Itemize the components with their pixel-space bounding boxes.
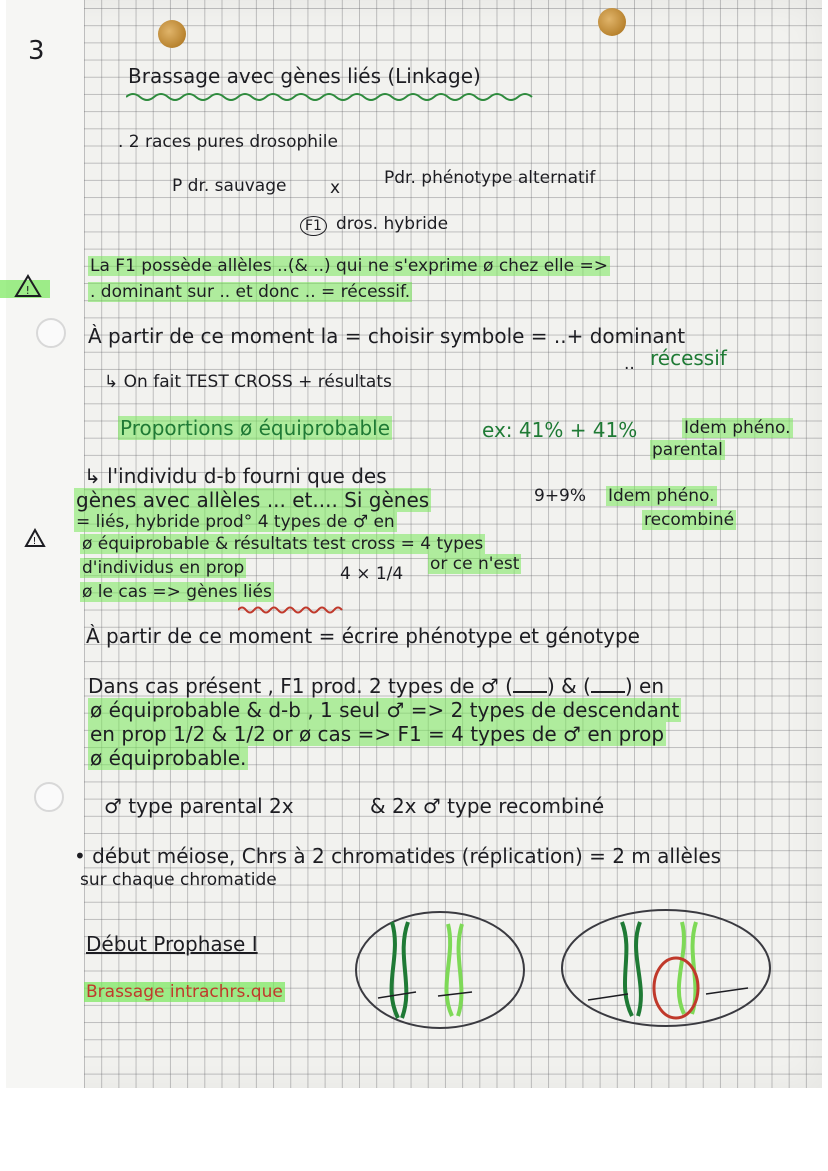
note-line-meiosis: • début méiose, Chrs à 2 chromatides (réplication) = 2 m allèles [74,844,722,868]
idem-pheno-recombined: Idem phéno. [608,486,715,506]
note-line-hybrid: = liés, hybride prod° 4 types de ♂ en [76,512,395,532]
warning-triangle-icon [24,528,46,548]
svg-text:!: ! [25,284,30,297]
note-fraction: 4 × 1/4 [340,564,404,584]
note-line-present-case: Dans cas présent , F1 prod. 2 types de ♂ ( ) & ( ) en [88,674,664,698]
binder-hole-right [598,8,626,36]
f1-hybrid-text: dros. hybride [336,214,449,234]
cross-parent-wild: P dr. sauvage [172,176,287,196]
f1-label: F1 [300,216,327,236]
note-recessive-dots: .. [624,354,635,374]
svg-text:!: ! [32,536,37,547]
title-underline [126,90,546,104]
proportions-recombined: 9+9% [534,486,587,506]
note-line-write-genotype: À partir de ce moment = écrire phénotype et génotype [86,624,640,648]
note-line-test-cross: ↳ On fait TEST CROSS + résultats [104,372,392,392]
reinforcement-ring-upper [36,318,66,348]
linked-genes-underline [238,604,348,616]
page-title: Brassage avec gènes liés (Linkage) [128,64,481,88]
cell-diagram-prophase-left [352,906,532,1036]
note-line-individual: ↳ l'individu d-b fourni que des [84,464,387,488]
proportions-equiprobable: Proportions ø équiprobable [120,416,391,440]
binder-hole-left [158,20,186,48]
label-parental: parental [652,440,723,460]
note-recessive: récessif [650,346,727,370]
note-line-dominant: . dominant sur .. et donc .. = récessif. [90,282,411,302]
page-bottom-blank [0,1088,828,1171]
note-line-genes: gènes avec allèles ... et.... Si gènes [76,488,430,512]
note-line-not-equiprobable: ø équiprobable. [90,746,247,770]
note-line-equiprobable: ø équiprobable & d-b , 1 seul ♂ => 2 types de descendant [90,698,680,722]
reinforcement-ring-lower [34,782,64,812]
warning-triangle-icon [0,272,50,302]
proportions-example: ex: 41% + 41% [482,418,638,442]
cross-parent-alt: Pdr. phénotype alternatif [384,168,596,188]
note-line-symbol: À partir de ce moment la = choisir symbole = ..+ dominant [88,324,686,348]
page-number: 3 [28,36,45,66]
note-line-races: . 2 races pures drosophile [118,132,338,152]
note-line-linked: ø le cas => gènes liés [82,582,272,602]
brassage-intra-label: Brassage intrachrs.que [86,982,283,1002]
note-line-prop: d'individus en prop [82,558,245,578]
note-line-results: ø équiprobable & résultats test cross = 4 types [82,534,484,554]
cell-diagram-prophase-right [558,904,778,1034]
note-line-f1-alleles: La F1 possède allèles ..(& ..) qui ne s'exprime ø chez elle => [90,256,608,276]
note-line-prop-half: en prop 1/2 & 1/2 or ø cas => F1 = 4 types de ♂ en prop [90,722,665,746]
prophase-title: Début Prophase I [86,932,258,956]
idem-pheno-parental: Idem phéno. [684,418,791,438]
cross-symbol: x [330,178,341,198]
label-recombined: recombiné [644,510,735,530]
note-not-case: or ce n'est [430,554,520,574]
note-line-chromatid: sur chaque chromatide [80,870,277,890]
note-type-parental: ♂ type parental 2x [104,794,294,818]
note-type-recombined: & 2x ♂ type recombiné [370,794,605,818]
